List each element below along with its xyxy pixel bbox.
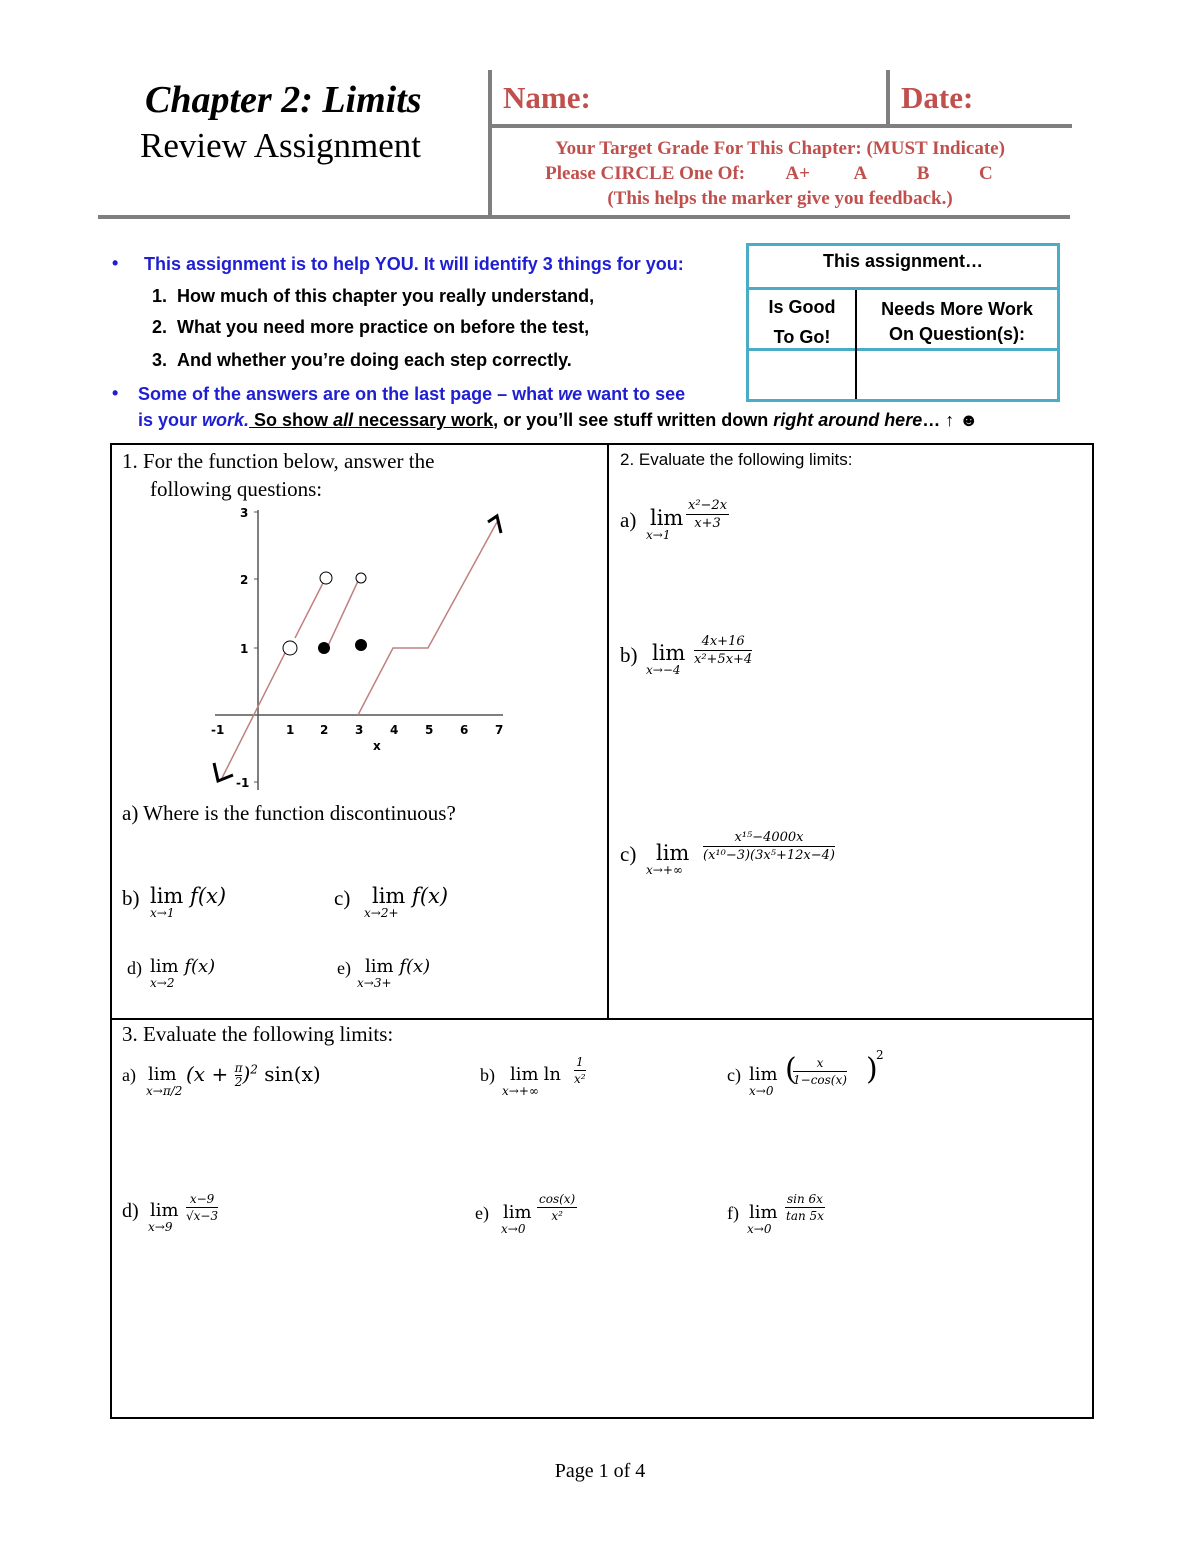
target-grade-line3: (This helps the marker give you feedback.) [607,188,953,209]
y-tick-label-2: 2 [240,573,249,587]
x-tick-label-6: 6 [460,723,469,737]
header-divider-left [488,70,492,218]
q3-e-fraction: $\frac{\cos(x)}{\text{x²}}$ [539,1192,576,1223]
q3-d-limit: lim x→9 [148,1200,179,1234]
q3-d-label: d) [122,1200,139,1222]
q2-b-fraction: $\frac{4x+16}{\text{x²+5x+4}}$ [694,634,753,667]
q3-heading: 3. Evaluate the following limits: [122,1022,394,1046]
closed-point-2-1 [318,642,330,654]
is-good-label: Is Good To Go! [768,297,836,347]
q3-a-limit: lim x→π/2 [146,1064,183,1098]
q3-d-fraction: $\frac{x-9}{√x-3}$ [186,1192,219,1223]
assessment-box-title: This assignment… [822,251,984,271]
q1-heading-line2: following questions: [150,477,323,501]
q1-d-label: d) [127,958,142,978]
target-grade-line1: Your Target Grade For This Chapter: (MUST Indicate) [555,138,1005,159]
q3-a-label: a) [122,1065,136,1085]
q2-b-limit: lim x→−4 [646,641,686,677]
q2-heading: 2. Evaluate the following limits: [620,450,853,469]
q3-e-limit: lim x→0 [501,1202,532,1236]
target-grade-prompt: Please CIRCLE One Of: [545,163,746,184]
q3-c-fraction: $\frac{x}{1-\cos(x)}$ [793,1056,847,1087]
open-point-1-1 [283,641,297,655]
q3-b-fraction: $\frac{1}{\text{x²}}$ [574,1055,586,1086]
target-grade-line2 [494,163,1066,185]
date-field[interactable] [995,74,1070,122]
page-title: Chapter 2: Limits [145,79,422,121]
q2-b-label: b) [620,643,638,667]
q3-f-limit: lim x→0 [747,1202,778,1236]
q1-d-limit: lim f(x) x→2 [150,956,216,990]
open-point-2-2 [320,572,332,584]
q3-f-fraction: $\frac{\sin 6x}{\tan 5x}$ [786,1192,824,1223]
header-rule-bottom [98,215,1070,219]
function-graph [200,500,520,800]
q3-b-limit: lim ln x→+∞ [502,1064,561,1098]
graph-segment-4 [358,522,497,715]
graph-segment-2 [295,581,324,638]
closed-point-3-1 [355,639,367,651]
assessment-box-rule [749,287,1057,290]
q1-part-a: a) Where is the function discontinuous? [122,801,456,825]
intro-bullet-2: Some of the answers are on the last page – what we want to see [138,384,686,404]
x-tick-label-4: 4 [390,723,399,737]
y-tick-label-neg1: -1 [236,776,250,790]
x-tick-label-3: 3 [355,723,364,737]
q2-c-label: c) [620,842,637,866]
q1-e-limit: lim f(x) x→3+ [357,956,431,990]
x-tick-label-5: 5 [425,723,434,737]
q3-c-label: c) [727,1065,741,1085]
x-axis-label: x [373,739,381,753]
q3-a-expression: (x + $\frac{\pi}{2}$ )$^2$ sin(x) [186,1061,321,1089]
q3-c-limit: lim x→0 [749,1064,778,1098]
intro-item-1: 1. How much of this chapter you really understand, [152,286,595,306]
name-field-label: Name: [503,80,591,115]
assessment-box [746,243,1060,402]
is-good-checkbox[interactable] [749,351,855,399]
q1-heading-line1: 1. For the function below, answer the [122,449,435,473]
bullet-dot: • [112,253,119,273]
q1-e-label: e) [337,958,351,978]
q2-a-fraction: $\frac{\text{x²−2x}}{x+3}$ [688,498,728,531]
graph-arrow-right [488,516,501,533]
header-rule-name [490,124,1072,128]
grade-option-a-plus[interactable]: A+ [785,163,810,184]
intro-bullet-2-line2: is your work. So show all necessary work, or you’ll see stuff written down right around here… ↑ ☻ [138,410,979,430]
grade-option-b[interactable]: B [916,163,930,184]
intro-bullet-1: This assignment is to help YOU. It will identify 3 things for you: [144,254,684,274]
q3-e-label: e) [475,1203,489,1223]
bullet-dot: • [112,383,119,403]
q1-b-label: b) [122,886,140,910]
x-tick-label-neg1: -1 [211,723,225,737]
x-tick-label-7: 7 [495,723,504,737]
q3-c-square: 2 [876,1048,884,1062]
y-tick-label-3: 3 [240,506,249,520]
q3-c-paren-close: ) [866,1052,878,1087]
intro-item-2: 2. What you need more practice on before the test, [152,317,590,337]
page-subtitle: Review Assignment [140,126,421,165]
date-field-label: Date: [901,80,974,115]
x-tick-label-2: 2 [320,723,329,737]
page-number: Page 1 of 4 [554,1460,646,1482]
q3-b-label: b) [480,1065,495,1085]
graph-arrow-left [214,763,233,781]
q1-c-label: c) [334,886,351,910]
open-point-3-2 [356,573,366,583]
q2-a-label: a) [620,508,637,532]
x-tick-label-1: 1 [286,723,295,737]
intro-item-3: 3. And whether you’re doing each step correctly. [152,350,572,370]
grade-option-a[interactable]: A [853,163,868,184]
header-divider-name-date [886,70,890,126]
needs-work-questions-field[interactable] [857,351,1057,399]
q1-c-limit: lim f(x) x→2+ [364,884,449,920]
q3-c-paren-open: ( [785,1052,797,1087]
q2-c-fraction: $\frac{\text{x¹⁵−4000x}}{\text{(x¹⁰−3)(3x⁵+12x−4)}}$ [703,830,835,863]
graph-segment-3 [327,581,358,648]
grade-option-c[interactable]: C [979,163,993,184]
q1-b-limit: lim f(x) x→1 [150,884,227,920]
q2-c-limit: lim x→+∞ [646,841,690,877]
q3-f-label: f) [727,1203,739,1223]
grid-divider-horizontal [110,1018,1094,1020]
q2-a-limit: lim x→1 [646,506,684,542]
grid-divider-vertical [607,443,609,1020]
needs-more-work-label: Needs More Work On Question(s): [881,299,1033,344]
y-tick-label-1: 1 [240,642,249,656]
name-field[interactable] [620,74,880,122]
